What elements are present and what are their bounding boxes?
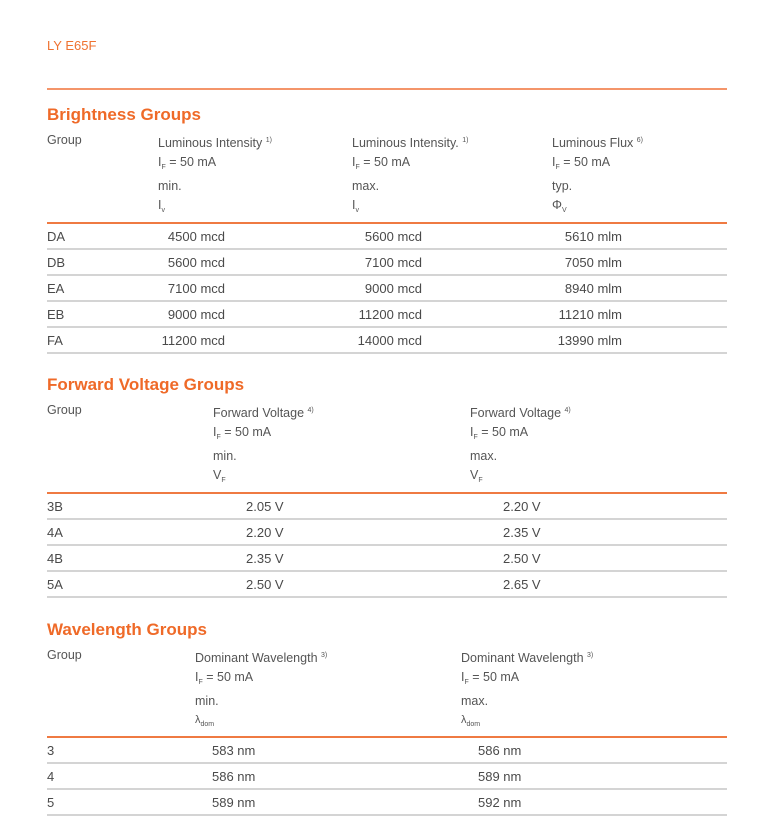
table-row (47, 571, 727, 597)
table-row (47, 519, 727, 545)
cell-max: 2.65 V (470, 571, 727, 597)
cell-max: 2.35 V (470, 519, 727, 545)
table-row (47, 737, 727, 763)
header-dominant-wavelength-min: Dominant Wavelength $^{3)}$ $I_F = 50$ mA min. $\lambda_{dom}$ (195, 646, 461, 737)
cell-min: 5600 mcd (155, 249, 352, 275)
cell-max: 589 nm (461, 763, 727, 789)
cell-max: 9000 mcd (352, 275, 552, 301)
cell-group: DB (47, 249, 155, 275)
section-title-wavelength: Wavelength Groups (47, 620, 207, 639)
cell-group: 4 (47, 763, 195, 789)
cell-max: 592 nm (461, 789, 727, 815)
cell-typ: 11210 mlm (552, 301, 727, 327)
cell-min: 2.20 V (213, 519, 470, 545)
header-luminous-flux-typ: Luminous Flux $^{6)}$ $I_F = 50$ mA typ. $\Phi_V$ (552, 131, 727, 223)
header-group: Group (47, 646, 195, 737)
cell-max: 586 nm (461, 737, 727, 763)
wavelength-table (47, 646, 727, 816)
cell-typ: 13990 mlm (552, 327, 727, 353)
wavelength-section (47, 619, 727, 816)
cell-max: 7100 mcd (352, 249, 552, 275)
cell-max: 2.20 V (470, 493, 727, 519)
cell-group: FA (47, 327, 155, 353)
table-row (47, 763, 727, 789)
header-forward-voltage-max: Forward Voltage $^{4)}$ $I_F = 50$ mA max. $V_F$ (470, 401, 727, 493)
section-title-forward-voltage: Forward Voltage Groups (47, 375, 245, 394)
brightness-table (47, 131, 727, 354)
cell-typ: 5610 mlm (552, 223, 727, 249)
cell-group: 4A (47, 519, 213, 545)
cell-group: 3B (47, 493, 213, 519)
header-forward-voltage-min: Forward Voltage $^{4)}$ $I_F = 50$ mA min. $V_F$ (213, 401, 470, 493)
header-luminous-intensity-max: Luminous Intensity. $^{1)}$ $I_F = 50$ mA max. $I_v$ (352, 131, 552, 223)
cell-group: 5 (47, 789, 195, 815)
table-row (47, 223, 727, 249)
cell-min: 9000 mcd (155, 301, 352, 327)
cell-group: DA (47, 223, 155, 249)
table-row (47, 249, 727, 275)
table-row (47, 327, 727, 353)
cell-min: 2.35 V (213, 545, 470, 571)
cell-min: 583 nm (195, 737, 461, 763)
cell-typ: 7050 mlm (552, 249, 727, 275)
part-number: LY E65F (47, 38, 97, 53)
cell-min: 7100 mcd (155, 275, 352, 301)
cell-group: 3 (47, 737, 195, 763)
table-header-row (47, 131, 727, 223)
header-luminous-intensity-min: Luminous Intensity $^{1)}$ $I_F = 50$ mA min. $I_v$ (155, 131, 352, 223)
section-title-brightness: Brightness Groups (47, 105, 201, 124)
table-header-row (47, 401, 727, 493)
cell-group: 4B (47, 545, 213, 571)
table-row (47, 301, 727, 327)
cell-max: 14000 mcd (352, 327, 552, 353)
cell-min: 2.50 V (213, 571, 470, 597)
forward-voltage-table (47, 401, 727, 598)
cell-typ: 8940 mlm (552, 275, 727, 301)
cell-group: EB (47, 301, 155, 327)
cell-min: 4500 mcd (155, 223, 352, 249)
cell-min: 586 nm (195, 763, 461, 789)
table-row (47, 545, 727, 571)
cell-min: 11200 mcd (155, 327, 352, 353)
table-row (47, 493, 727, 519)
table-row (47, 789, 727, 815)
brightness-section (47, 104, 727, 354)
cell-max: 2.50 V (470, 545, 727, 571)
header-dominant-wavelength-max: Dominant Wavelength $^{3)}$ $I_F = 50$ mA max. $\lambda_{dom}$ (461, 646, 727, 737)
header-group: Group (47, 401, 213, 493)
table-row (47, 275, 727, 301)
forward-voltage-section (47, 374, 727, 598)
cell-max: 5600 mcd (352, 223, 552, 249)
cell-min: 589 nm (195, 789, 461, 815)
table-header-row (47, 646, 727, 737)
header-group: Group (47, 131, 155, 223)
cell-group: EA (47, 275, 155, 301)
cell-min: 2.05 V (213, 493, 470, 519)
cell-max: 11200 mcd (352, 301, 552, 327)
cell-group: 5A (47, 571, 213, 597)
header-divider (47, 88, 727, 90)
